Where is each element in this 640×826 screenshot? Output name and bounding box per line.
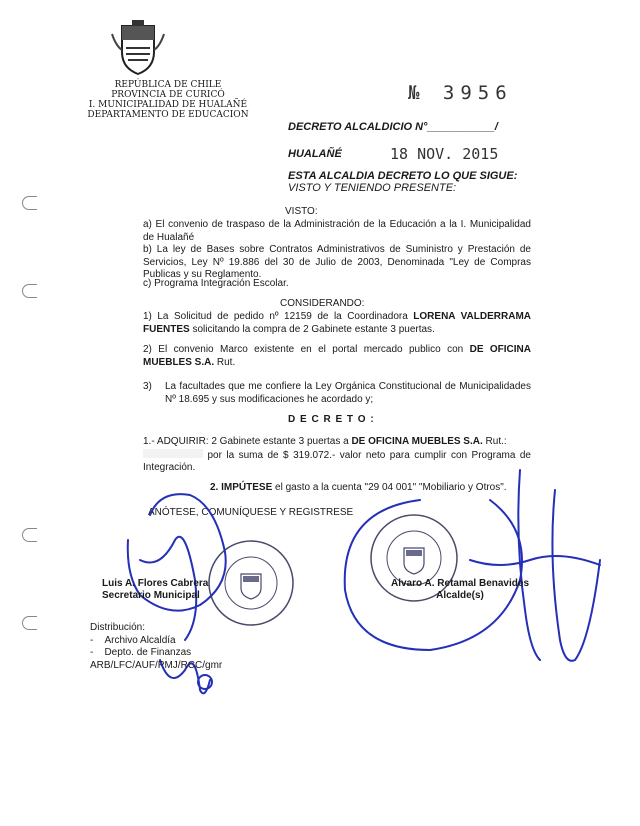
secretary-title: Secretario Municipal (102, 590, 200, 601)
decree-title: DECRETO ALCALDICIO N°___________/ (288, 121, 498, 133)
considerando-item-3-num: 3) (143, 381, 152, 392)
distribution-item-label: Depto. de Finanzas (104, 647, 192, 658)
secretary-name: Luis A. Flores Cabrera (102, 578, 209, 589)
visto-item-c: c) Programa Integración Escolar. (143, 278, 289, 289)
decreto-1-text: 1.- ADQUIRIR: 2 Gabinete estante 3 puertas a (143, 436, 352, 447)
visto-heading: VISTO: (285, 206, 318, 217)
considerando-1-text: 1) La Solicitud de pedido nº 12159 de la Coordinadora (143, 311, 414, 322)
mayor-signature-block (385, 578, 535, 602)
distribution-item: - Depto. de Finanzas (90, 647, 192, 658)
distribution-item: - Archivo Alcaldía (90, 634, 176, 646)
distribution-block (90, 622, 222, 672)
decreto-heading: D E C R E T O : (288, 414, 375, 425)
secretary-signature-block (102, 578, 208, 602)
decreto-2-text: el gasto a la cuenta "29 04 001" "Mobiliario y Otros". (272, 482, 507, 493)
decree-intro-subheading: VISTO Y TENIENDO PRESENTE: (288, 182, 457, 194)
initials-line: ARB/LFC/AUF/PMJ/RCC/gmr (90, 659, 223, 671)
visto-item-b: b) La ley de Bases sobre Contratos Administrativos de Suministro y Prestación de Servicios, Ley Nº 19.886 del 30 de Julio de 2003, Denominada "Ley de Compras Publicas y su Reglamento. (143, 244, 531, 280)
mayor-title: Alcalde(s) (436, 590, 484, 601)
considerando-item-3: La facultades que me confiere la Ley Orgánica Constitucional de Municipalidades Nº 18.695 y sus modificaciones he acordado y; (165, 381, 531, 405)
considerando-1-text-end: solicitando la compra de 2 Gabinete estante 3 puertas. (189, 323, 435, 335)
decreto-supplier-name: DE OFICINA MUEBLES S.A. (351, 436, 483, 447)
decreto-1-rut: Rut.: (482, 436, 507, 447)
considerando-2-rut: Rut. (214, 356, 236, 368)
header-republic: REPÚBLICA DE CHILE (114, 80, 222, 90)
decreto-1-amount: por la suma de $ 319.072.- valor neto para cumplir con Programa de Integración. (143, 449, 531, 473)
header-province: PROVINCIA DE CURICÓ (111, 90, 225, 100)
decreto-2-label: 2. IMPÚTESE (210, 482, 273, 493)
considerando-heading: CONSIDERANDO: (280, 298, 365, 309)
mayor-name: Alvaro A. Retamal Benavides (390, 578, 530, 589)
considerando-2-text: 2) El convenio Marco existente en el portal mercado publico con (143, 344, 470, 355)
decree-date-stamp: 18 NOV. 2015 (390, 145, 499, 163)
decree-intro-heading: ESTA ALCALDIA DECRETO LO QUE SIGUE: (288, 170, 518, 182)
decree-stamp-number: № 3956 (408, 82, 513, 104)
closing-phrase: ANÓTESE, COMUNÍQUESE Y REGISTRESE (148, 507, 354, 518)
distribution-item-label: Archivo Alcaldía (104, 634, 176, 646)
header-department: DEPARTAMENTO DE EDUCACION (87, 110, 249, 120)
visto-item-a: a) El convenio de traspaso de la Administración de la Educación a la I. Municipalidad de Hualañé (143, 219, 531, 243)
decree-place: HUALAÑÉ (288, 148, 342, 160)
coordinator-name: LORENA VALDERRAMA FUENTES (143, 311, 531, 335)
distribution-heading: Distribución: (90, 622, 146, 633)
supplier-name: DE OFICINA MUEBLES S.A. (143, 344, 532, 368)
header-municipality: I. MUNICIPALIDAD DE HUALAÑÉ (88, 100, 248, 110)
